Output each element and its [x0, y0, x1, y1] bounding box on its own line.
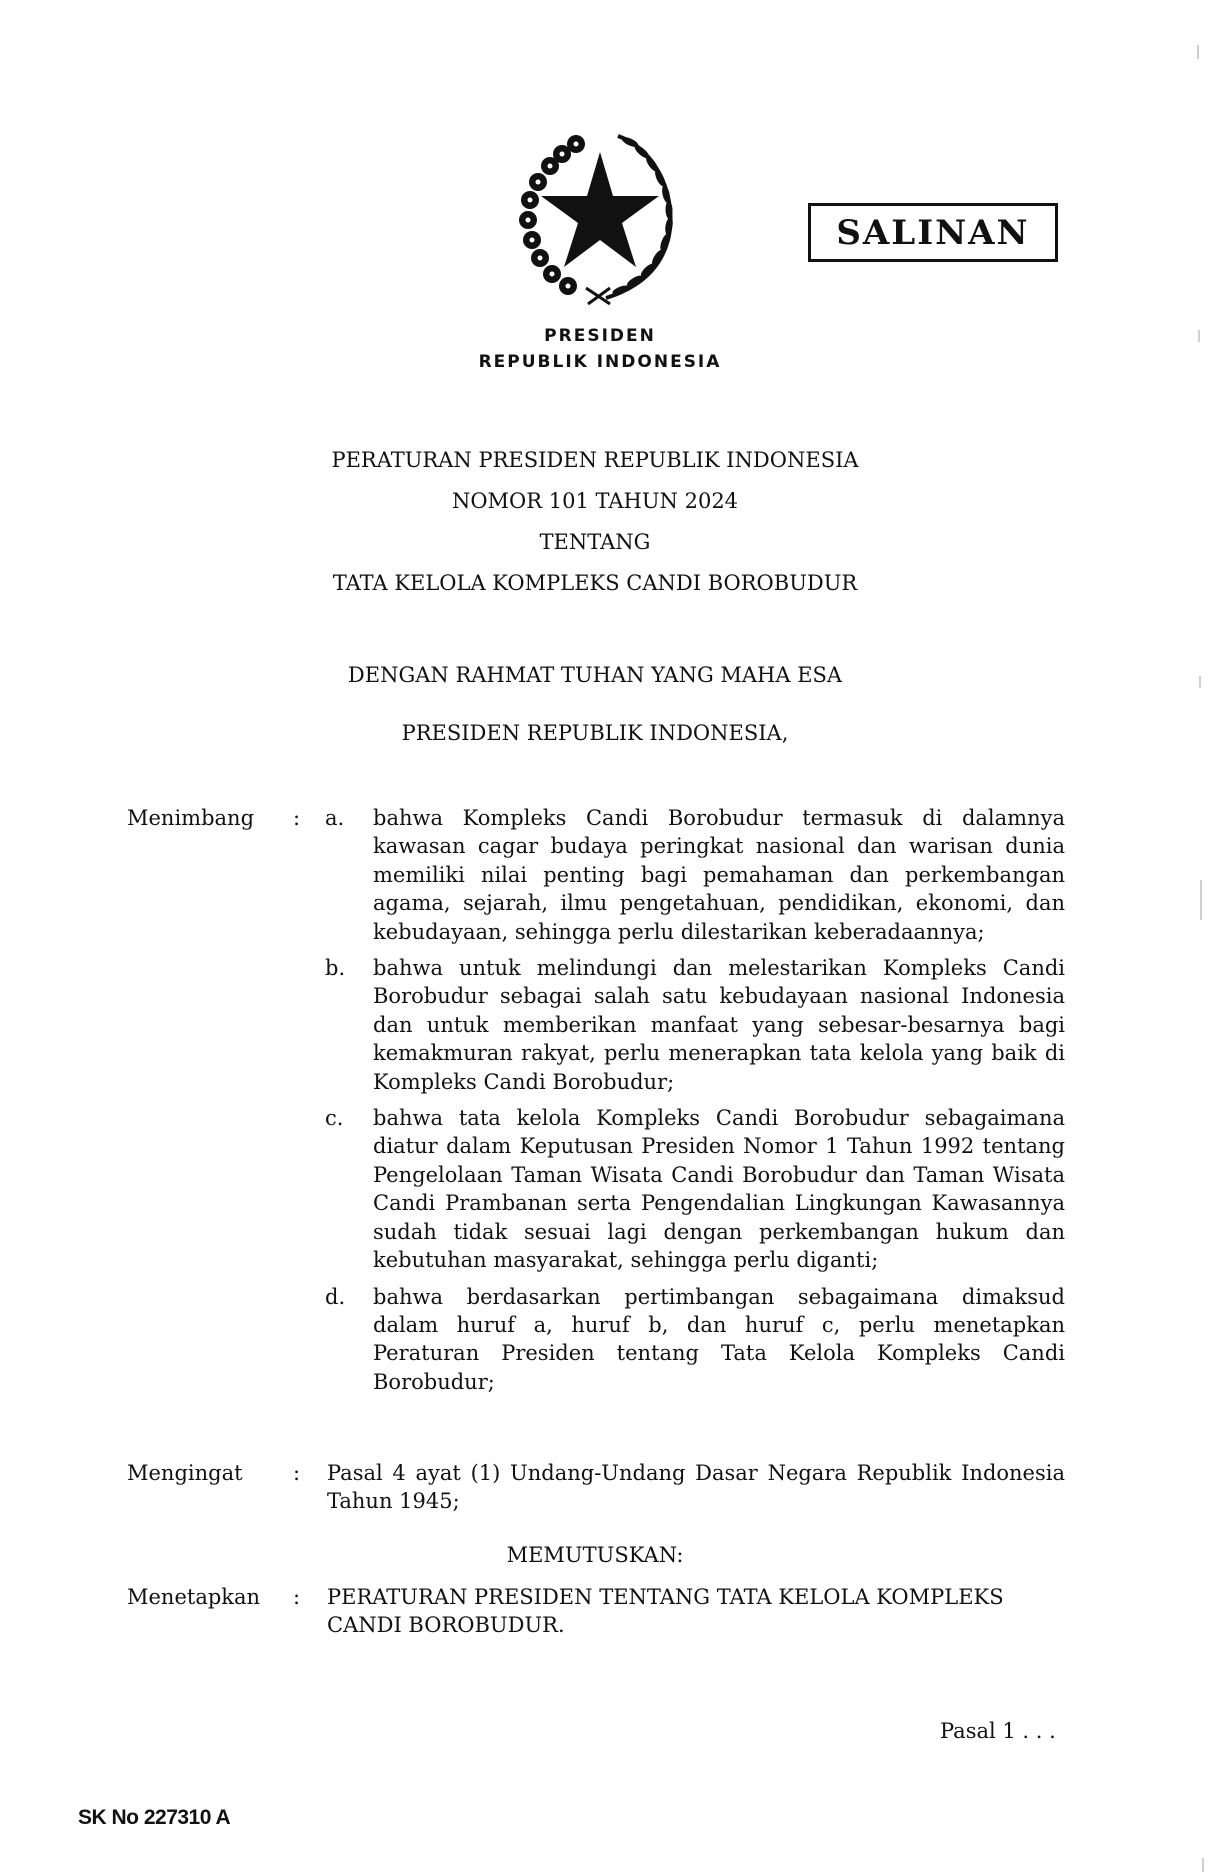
item-letter: a. — [325, 806, 345, 830]
mengingat-text: Pasal 4 ayat (1) Undang-Undang Dasar Negara Republik Indonesia Tahun 1945; — [327, 1461, 1065, 1514]
issuer-line: PRESIDEN REPUBLIK INDONESIA, — [401, 721, 789, 745]
invocation: DENGAN RAHMAT TUHAN YANG MAHA ESA — [347, 663, 843, 687]
title-line-1: PERATURAN PRESIDEN REPUBLIK INDONESIA — [331, 448, 859, 472]
considerations-item-c — [325, 1104, 1065, 1274]
institution-heading — [440, 323, 760, 375]
scan-mark — [1200, 880, 1202, 920]
menimbang-label: Menimbang — [127, 806, 255, 830]
menetapkan-text: PERATURAN PRESIDEN TENTANG TATA KELOLA KOMPLEKS CANDI BOROBUDUR. — [327, 1585, 1004, 1638]
scan-mark — [1198, 330, 1200, 342]
title-line-number: NOMOR 101 TAHUN 2024 — [451, 489, 739, 513]
item-letter: d. — [325, 1284, 346, 1309]
scan-mark — [1202, 1858, 1204, 1872]
regulation-title — [200, 440, 990, 604]
menetapkan-label: Menetapkan — [127, 1585, 261, 1609]
mengingat-colon: : — [293, 1461, 301, 1485]
menetapkan-colon: : — [293, 1585, 301, 1609]
scan-mark — [1197, 45, 1199, 59]
title-line-subject: TATA KELOLA KOMPLEKS CANDI BOROBUDUR — [332, 571, 858, 595]
institution-line-republik: REPUBLIK INDONESIA — [478, 352, 722, 372]
item-text: bahwa tata kelola Kompleks Candi Borobudur sebagaimana diatur dalam Keputusan Presiden Nomor 1 Tahun 1992 tentang Pengelolaan Taman Wisata Candi Borobudur dan Taman Wisata Candi Prambanan serta Pengendalian Lingkungan Kawasannya sudah tidak sesuai lagi dengan perkembangan hukum dan kebutuhan masyarakat, sehingga perlu diganti; — [373, 1106, 1065, 1273]
scan-mark — [1199, 676, 1201, 688]
institution-line-presiden: PRESIDEN — [544, 326, 656, 346]
item-text: bahwa Kompleks Candi Borobudur termasuk di dalamnya kawasan cagar budaya peringkat nasional dan warisan dunia memiliki nilai penting bagi pemahaman dan perkembangan agama, sejarah, ilmu pengetahuan, pendidikan, ekonomi, dan kebudayaan, sehingga perlu dilestarikan keberadaannya; — [373, 806, 1065, 944]
salinan-label: SALINAN — [836, 212, 1030, 253]
considerations-item-d — [325, 1283, 1065, 1397]
considerations-item-a — [325, 804, 1065, 946]
presidential-emblem-icon — [518, 130, 680, 305]
decision-heading: MEMUTUSKAN: — [506, 1543, 684, 1567]
menimbang-colon: : — [293, 806, 301, 830]
document-code: SK No 227310 A — [78, 1806, 231, 1829]
item-text: bahwa untuk melindungi dan melestarikan Kompleks Candi Borobudur sebagai salah satu kebudayaan nasional Indonesia dan untuk memberikan manfaat yang sebesar-besarnya bagi kemakmuran rakyat, perlu menerapkan tata kelola yang baik di Kompleks Candi Borobudur; — [373, 956, 1065, 1094]
considerations-item-b — [325, 954, 1065, 1096]
item-letter: c. — [325, 1106, 344, 1131]
mengingat-label: Mengingat — [127, 1461, 243, 1485]
continuation-marker: Pasal 1 . . . — [940, 1719, 1056, 1743]
item-letter: b. — [325, 956, 346, 981]
title-line-tentang: TENTANG — [539, 530, 651, 554]
menimbang-items — [325, 804, 1065, 1404]
salinan-stamp — [808, 203, 1058, 262]
item-text: bahwa berdasarkan pertimbangan sebagaimana dimaksud dalam huruf a, huruf b, dan huruf c, perlu menetapkan Peraturan Presiden tentang Tata Kelola Kompleks Candi Borobudur; — [373, 1284, 1065, 1394]
